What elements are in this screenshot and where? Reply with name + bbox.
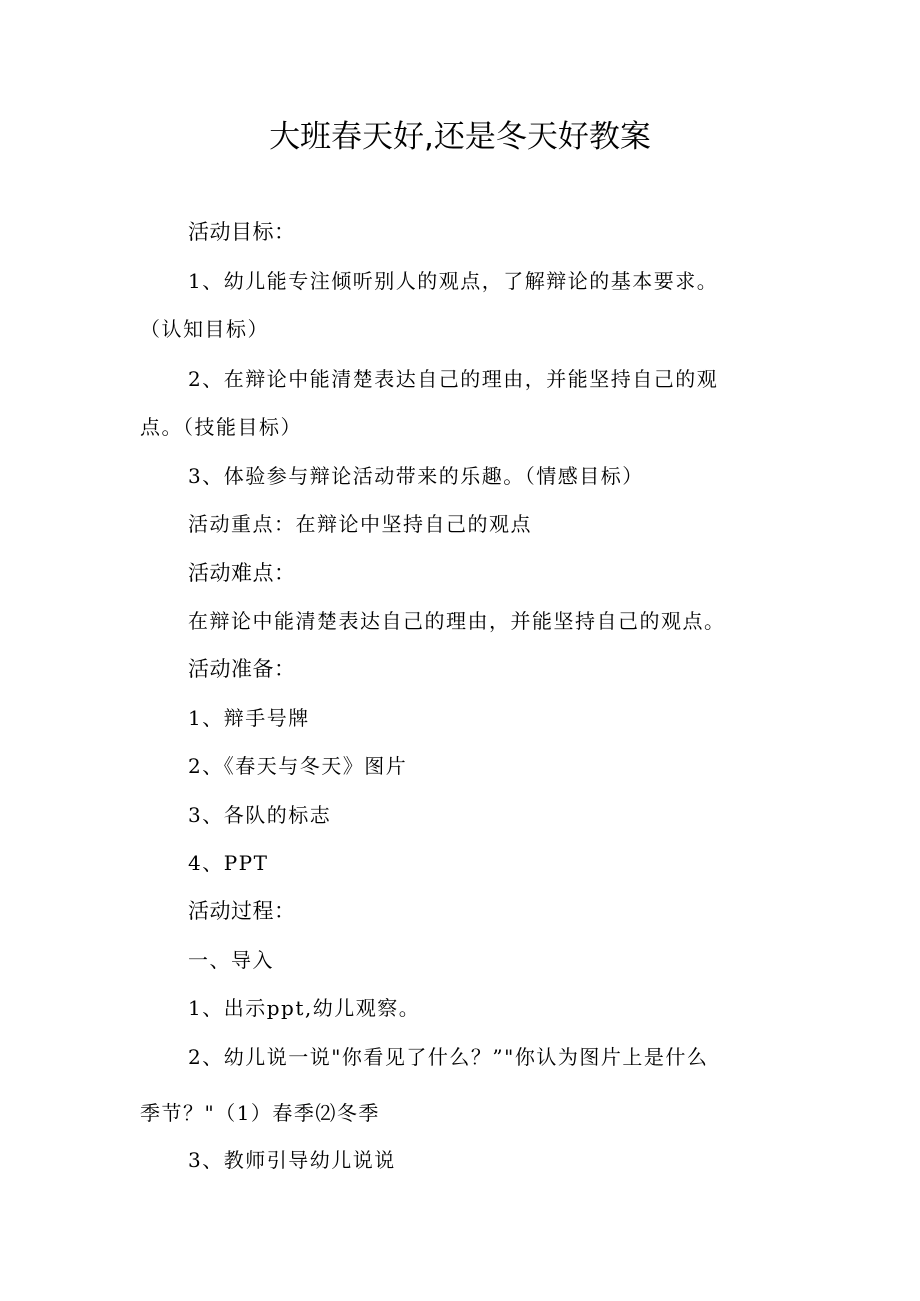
process-step-2-continuation: 季节？"（1）春季⑵冬季 — [140, 1101, 380, 1125]
preparation-item-3: 3、各队的标志 — [188, 803, 332, 827]
goal-3-line: 3、体验参与辩论活动带来的乐趣。（情感目标） — [188, 464, 644, 488]
document-title: 大班春天好,还是冬天好教案 — [269, 119, 651, 155]
process-step-1: 1、出示ppt,幼儿观察。 — [188, 996, 421, 1020]
goal-2-continuation: 点。（技能目标） — [140, 415, 302, 439]
activity-focus-line: 活动重点：在辩论中坚持自己的观点 — [188, 512, 532, 536]
preparation-item-2: 2、《春天与冬天》图片 — [188, 754, 408, 778]
activity-goals-heading: 活动目标： — [188, 220, 296, 244]
process-step-3: 3、教师引导幼儿说说 — [188, 1148, 396, 1172]
activity-preparation-heading: 活动准备： — [188, 657, 296, 681]
process-section-1-title: 一、导入 — [188, 948, 274, 972]
goal-2-line: 2、在辩论中能清楚表达自己的理由，并能坚持自己的观 — [188, 367, 719, 391]
preparation-item-4: 4、PPT — [188, 851, 269, 875]
goal-1-continuation: （认知目标） — [140, 317, 269, 341]
preparation-item-1: 1、辩手号牌 — [188, 706, 310, 730]
activity-process-heading: 活动过程： — [188, 899, 296, 923]
goal-1-line: 1、幼儿能专注倾听别人的观点，了解辩论的基本要求。 — [188, 269, 719, 293]
process-step-2: 2、幼儿说一说"你看见了什么？”"你认为图片上是什么 — [188, 1045, 709, 1069]
activity-difficulty-text: 在辩论中能清楚表达自己的理由，并能坚持自己的观点。 — [188, 609, 726, 633]
activity-difficulty-heading: 活动难点： — [188, 561, 296, 585]
